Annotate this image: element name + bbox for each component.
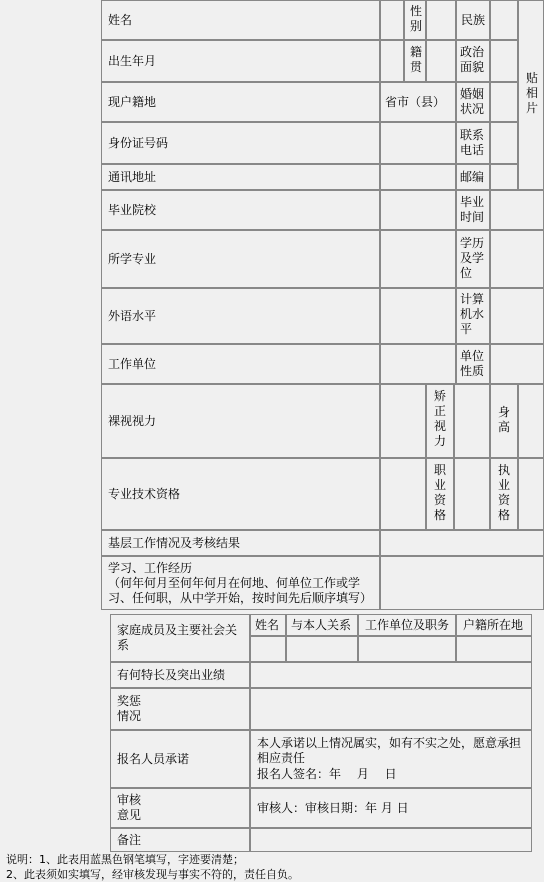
height-label: 身高 xyxy=(498,405,511,434)
family-col-employer-label: 工作单位及职务 xyxy=(365,617,450,632)
grad-time-input[interactable] xyxy=(490,190,544,230)
household-input[interactable] xyxy=(380,82,456,122)
pledge-label: 报名人员承诺 xyxy=(117,751,190,766)
name-label: 姓名 xyxy=(108,12,133,27)
tech-qual-label-cell xyxy=(101,458,380,530)
pledge-text: 本人承诺以上情况属实，如有不实之处，愿意承担相应责任 xyxy=(257,736,522,765)
height-label-cell xyxy=(490,384,518,458)
family-col-relation-label: 与本人关系 xyxy=(291,617,352,632)
id-number-label: 身份证号码 xyxy=(108,135,169,150)
postcode-label-cell xyxy=(456,164,490,190)
contact-phone-label: 联系电话 xyxy=(460,128,485,157)
political-label-cell xyxy=(456,40,490,82)
major-input[interactable] xyxy=(380,230,456,288)
family-col-household xyxy=(456,614,532,636)
contact-phone-label-cell xyxy=(456,122,490,164)
id-number-input[interactable] xyxy=(380,122,456,164)
rewards-label-cell xyxy=(110,688,250,730)
study-input[interactable] xyxy=(380,556,544,610)
computer-input[interactable] xyxy=(490,288,544,344)
corrected-vision-label: 矫正视力 xyxy=(434,389,447,448)
birth-input[interactable] xyxy=(380,40,404,82)
language-label-cell xyxy=(101,288,380,344)
remarks-label-cell xyxy=(110,828,250,852)
household-label: 现户籍地 xyxy=(108,94,157,109)
grassroots-label: 基层工作情况及考核结果 xyxy=(108,535,241,550)
height-input[interactable] xyxy=(518,384,544,458)
computer-label: 计算机水平 xyxy=(460,292,485,336)
note-line-2: 2、此表须如实填写，经审核发现与事实不符的，责任自负。 xyxy=(6,868,299,881)
ethnicity-input[interactable] xyxy=(490,0,518,40)
employer-label-cell xyxy=(101,344,380,384)
ethnicity-label: 民族 xyxy=(461,12,486,27)
family-col-employer xyxy=(358,614,456,636)
family-col-relation xyxy=(286,614,358,636)
corrected-vision-label-cell xyxy=(426,384,454,458)
family-col-name-label: 姓名 xyxy=(255,617,280,632)
computer-label-cell xyxy=(456,288,490,344)
birth-label: 出生年月 xyxy=(108,53,157,68)
address-input[interactable] xyxy=(380,164,456,190)
photo-area[interactable] xyxy=(518,0,544,190)
name-label-cell xyxy=(101,0,380,40)
specialty-label: 有何特长及突出业绩 xyxy=(117,667,226,682)
school-label-cell xyxy=(101,190,380,230)
degree-label: 学历及学位 xyxy=(460,236,485,280)
job-qual-label: 职业资格 xyxy=(434,463,447,522)
naked-vision-label: 裸视视力 xyxy=(108,413,157,428)
native-place-label: 籍贯 xyxy=(410,45,423,74)
review-label: 审核意见 xyxy=(117,793,142,822)
study-label-cell xyxy=(101,556,380,610)
political-label: 政治面貌 xyxy=(460,45,485,74)
employer-label: 工作单位 xyxy=(108,356,157,371)
family-col-household-label: 户籍所在地 xyxy=(463,617,524,632)
family-col-name xyxy=(250,614,286,636)
employer-input[interactable] xyxy=(380,344,456,384)
native-place-input[interactable] xyxy=(426,40,456,82)
gender-label-cell xyxy=(404,0,426,40)
postcode-input[interactable] xyxy=(490,164,518,190)
family-label: 家庭成员及主要社会关系 xyxy=(117,623,238,652)
native-place-label-cell xyxy=(404,40,426,82)
ethnicity-label-cell xyxy=(456,0,490,40)
naked-vision-input[interactable] xyxy=(380,384,426,458)
tech-qual-input[interactable] xyxy=(380,458,426,530)
contact-phone-input[interactable] xyxy=(490,122,518,164)
degree-label-cell xyxy=(456,230,490,288)
grassroots-input[interactable] xyxy=(380,530,544,556)
rewards-label: 奖惩情况 xyxy=(117,694,142,723)
household-label-cell xyxy=(101,82,380,122)
specialty-label-cell xyxy=(110,662,250,688)
marital-label-cell xyxy=(456,82,490,122)
study-title: 学习、工作经历 xyxy=(108,561,193,575)
language-input[interactable] xyxy=(380,288,456,344)
note-line-1: 说明：1、此表用蓝黑色钢笔填写，字迹要清楚； xyxy=(6,853,244,866)
naked-vision-label-cell xyxy=(101,384,380,458)
remarks-input[interactable] xyxy=(250,828,532,852)
review-label-cell xyxy=(110,788,250,828)
pledge-cell xyxy=(250,730,532,788)
language-label: 外语水平 xyxy=(108,308,157,323)
family-label-cell xyxy=(110,614,250,662)
study-hint: （何年何月至何年何月在何地、何单位工作或学习、任何职，从中学开始，按时间先后顺序填写） xyxy=(108,576,373,605)
family-employer-input[interactable] xyxy=(358,636,456,662)
political-input[interactable] xyxy=(490,40,518,82)
review-cell[interactable] xyxy=(250,788,532,828)
employer-type-label-cell xyxy=(456,344,490,384)
family-relation-input[interactable] xyxy=(286,636,358,662)
major-label-cell xyxy=(101,230,380,288)
employer-type-input[interactable] xyxy=(490,344,544,384)
marital-input[interactable] xyxy=(490,82,518,122)
practice-qual-label: 执业资格 xyxy=(498,463,511,522)
school-input[interactable] xyxy=(380,190,456,230)
name-input[interactable] xyxy=(380,0,404,40)
practice-qual-input[interactable] xyxy=(518,458,544,530)
id-number-label-cell xyxy=(101,122,380,164)
school-label: 毕业院校 xyxy=(108,202,157,217)
job-qual-input[interactable] xyxy=(454,458,490,530)
birth-label-cell xyxy=(101,40,380,82)
employer-type-label: 单位性质 xyxy=(460,349,485,378)
address-label: 通讯地址 xyxy=(108,169,157,184)
specialty-input[interactable] xyxy=(250,662,532,688)
address-label-cell xyxy=(101,164,380,190)
gender-input[interactable] xyxy=(426,0,456,40)
grad-time-label: 毕业时间 xyxy=(460,195,485,224)
review-text: 审核人：审核日期：年 月 日 xyxy=(257,800,409,815)
gender-label: 性别 xyxy=(410,4,423,33)
practice-qual-label-cell xyxy=(490,458,518,530)
pledge-label-cell xyxy=(110,730,250,788)
rewards-input[interactable] xyxy=(250,688,532,730)
pledge-sign[interactable]: 报名人签名：年 月 日 xyxy=(257,767,397,781)
tech-qual-label: 专业技术资格 xyxy=(108,486,181,501)
postcode-label: 邮编 xyxy=(460,169,485,184)
family-name-input[interactable] xyxy=(250,636,286,662)
family-household-input[interactable] xyxy=(456,636,532,662)
job-qual-label-cell xyxy=(426,458,454,530)
remarks-label: 备注 xyxy=(117,832,142,847)
photo-label: 贴相片 xyxy=(526,71,539,115)
degree-input[interactable] xyxy=(490,230,544,288)
grassroots-label-cell xyxy=(101,530,380,556)
major-label: 所学专业 xyxy=(108,251,157,266)
marital-label: 婚姻状况 xyxy=(460,87,485,116)
corrected-vision-input[interactable] xyxy=(454,384,490,458)
grad-time-label-cell xyxy=(456,190,490,230)
province-city-label: 省市（县） xyxy=(385,94,446,109)
